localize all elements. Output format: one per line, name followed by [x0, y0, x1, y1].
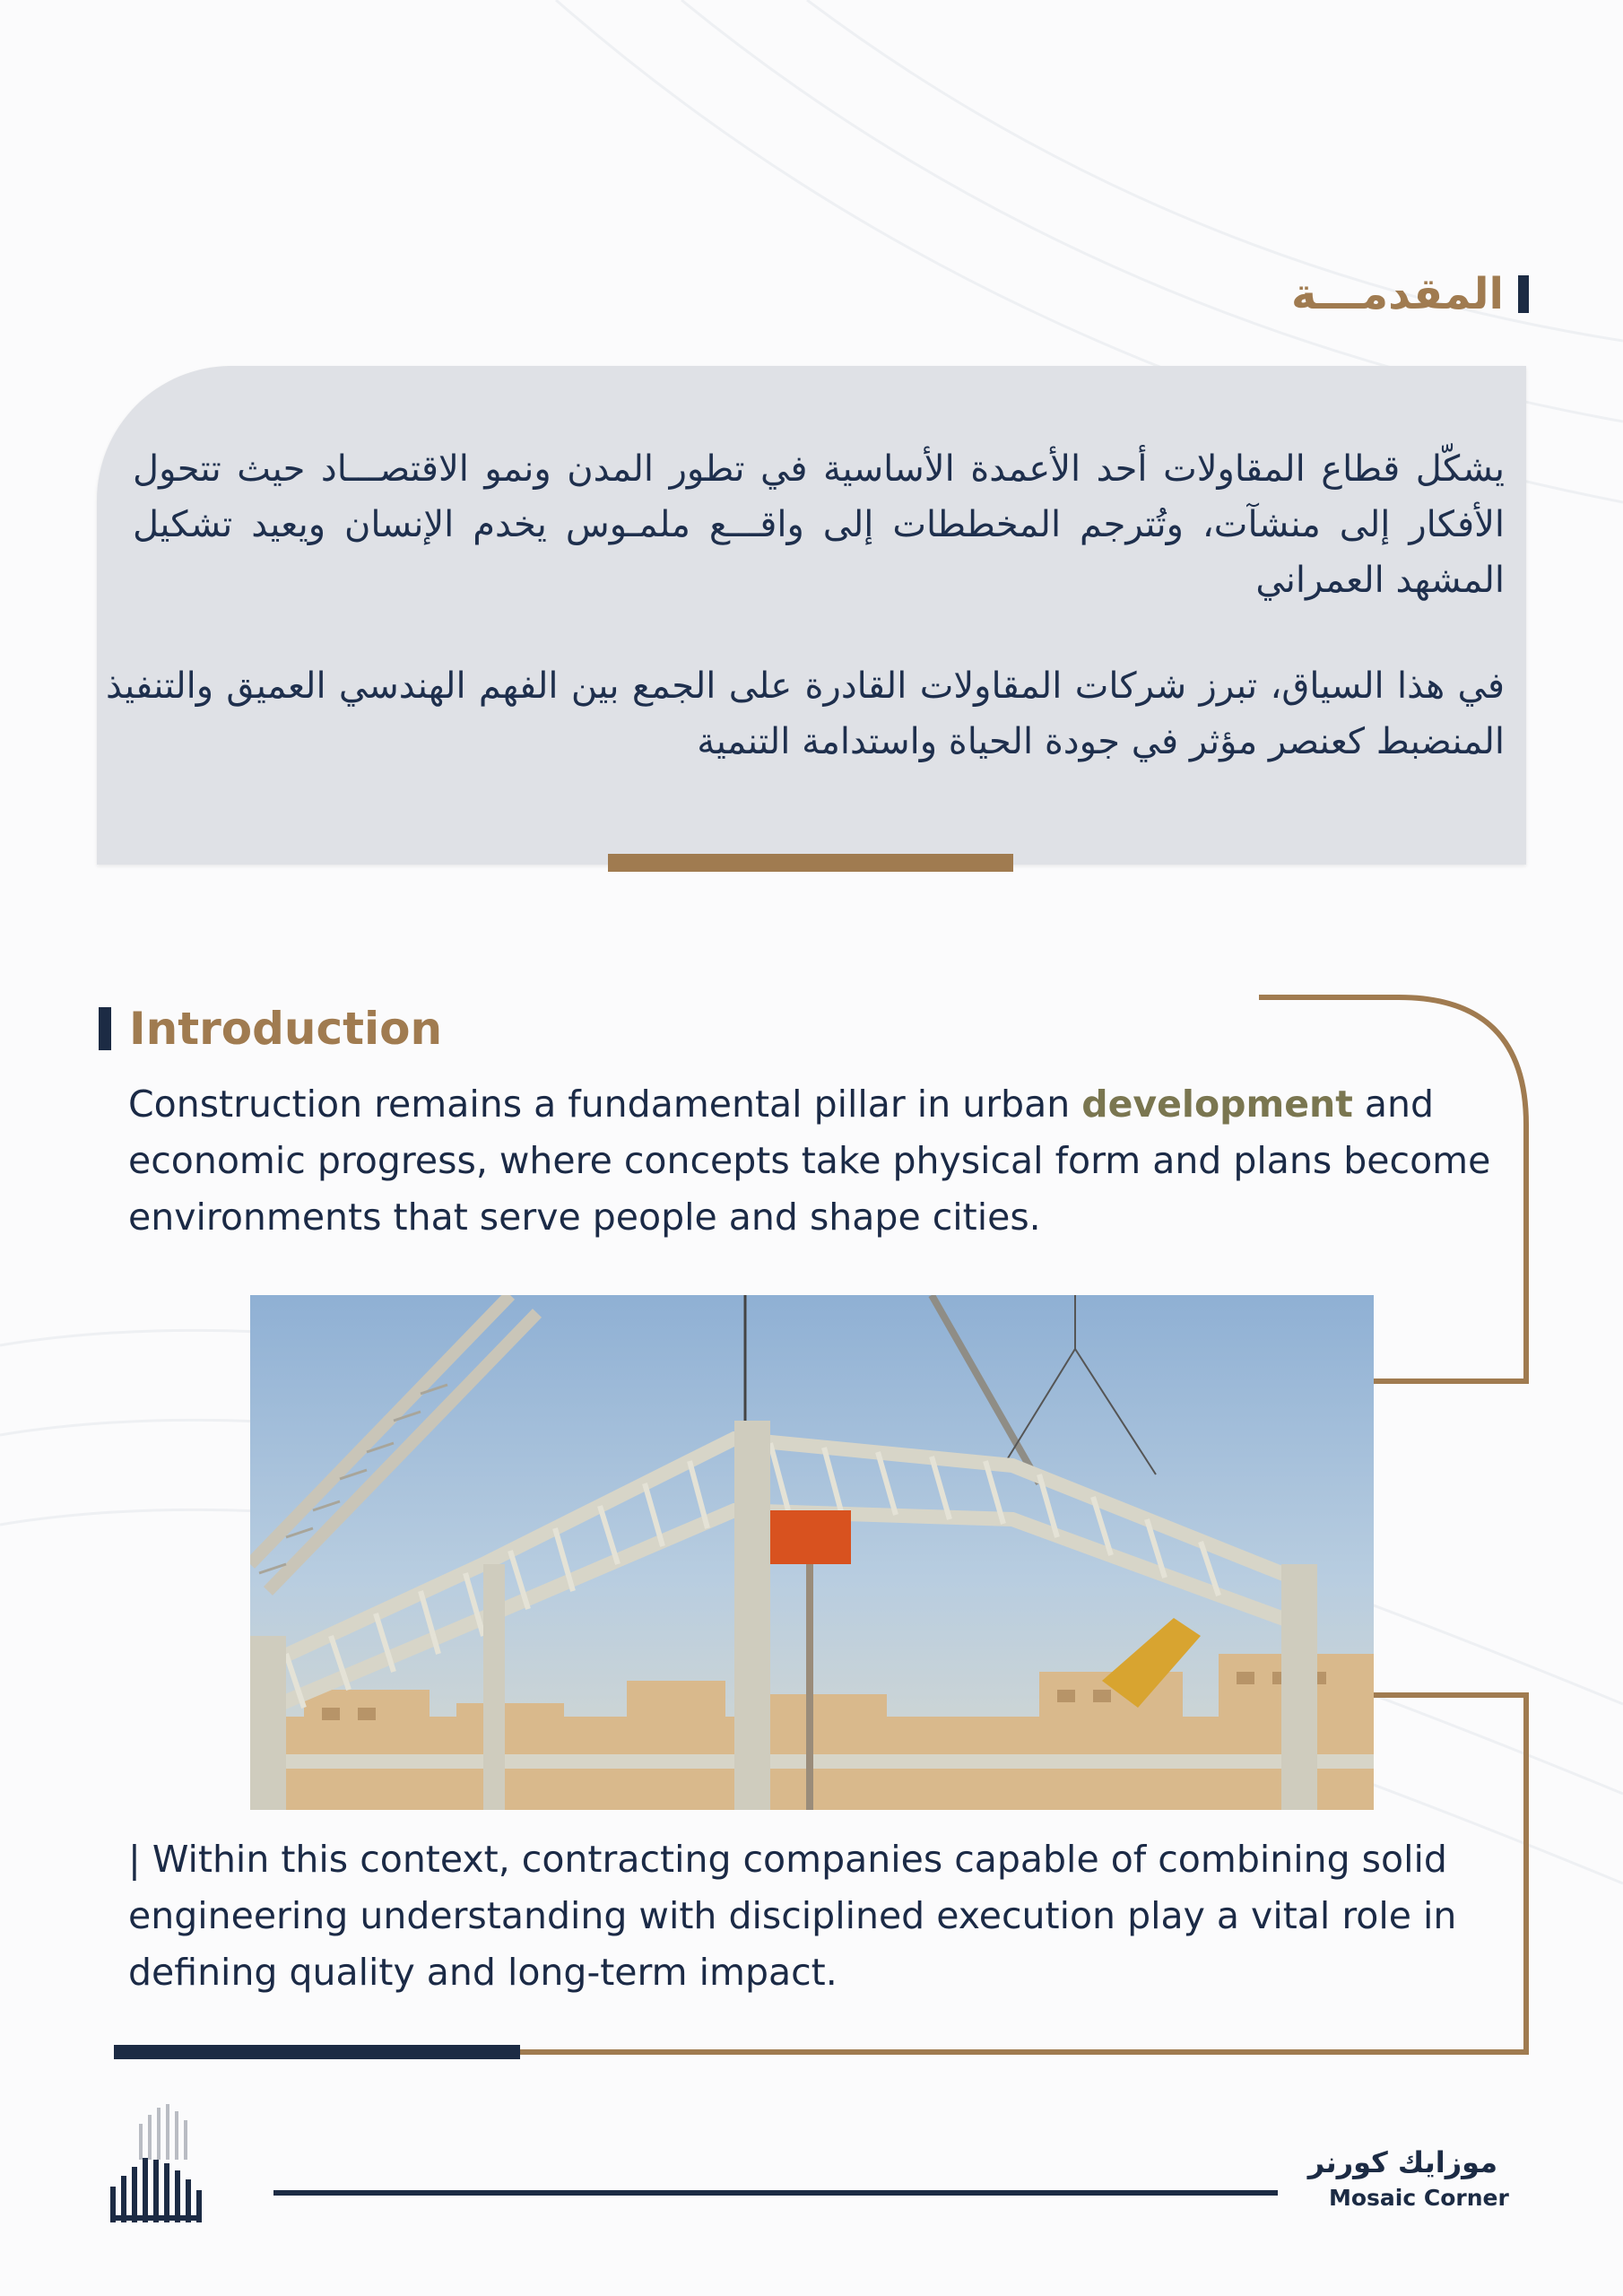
- arabic-paragraph-2: في هذا السياق، تبرز شركات المقاولات القادرة على الجمع بين الفهم الهندسي العميق والتنفيذ المنضبط كعنصر مؤثر في جودة الحياة واستدامة التنمية: [106, 665, 1505, 762]
- paragraph-text: Construction remains a fundamental pillar in urban: [128, 1083, 1082, 1126]
- arabic-intro-panel: [97, 366, 1526, 865]
- bottom-navy-bar: [114, 2045, 520, 2059]
- heading-bar-icon: [1518, 275, 1529, 313]
- highlight-word: development: [1081, 1083, 1353, 1126]
- english-section-heading: [99, 1003, 442, 1055]
- panel-accent-bar: [608, 854, 1013, 872]
- brand-name-arabic: موزايك كورنر: [1307, 2145, 1497, 2179]
- arabic-section-heading: [1291, 269, 1529, 319]
- mosaic-corner-logo-icon: [103, 2104, 220, 2222]
- heading-bar-icon: [99, 1007, 111, 1050]
- paragraph-text: and economic progress, where concepts take physical form and plans become environments that serve people and shape cities.: [128, 1083, 1491, 1239]
- arabic-paragraph-1: يشكّل قطاع المقاولات أحد الأعمدة الأساسية في تطور المدن ونمو الاقتصـــاد حيث تتحول الأفكار إلى منشآت، وتُترجم المخططات إلى واقـــع ملمـوس يخدم الإنسان ويعيد تشكيل المشهد العمراني: [133, 448, 1505, 601]
- english-paragraph-1: [128, 1076, 1527, 1246]
- introduction-title: Introduction: [129, 1003, 443, 1055]
- english-paragraph-2: | Within this context, contracting companies capable of combining solid engineering understanding with disciplined execution play a vital role in defining quality and long-term impact.: [128, 1838, 1457, 1994]
- footer-divider: [273, 2190, 1278, 2196]
- arabic-heading-text: المقدمـــة: [1291, 269, 1504, 319]
- construction-photo: [250, 1295, 1374, 1810]
- brand-name-english: Mosaic Corner: [1329, 2185, 1509, 2211]
- steel-truss-icon: [250, 1295, 1374, 1810]
